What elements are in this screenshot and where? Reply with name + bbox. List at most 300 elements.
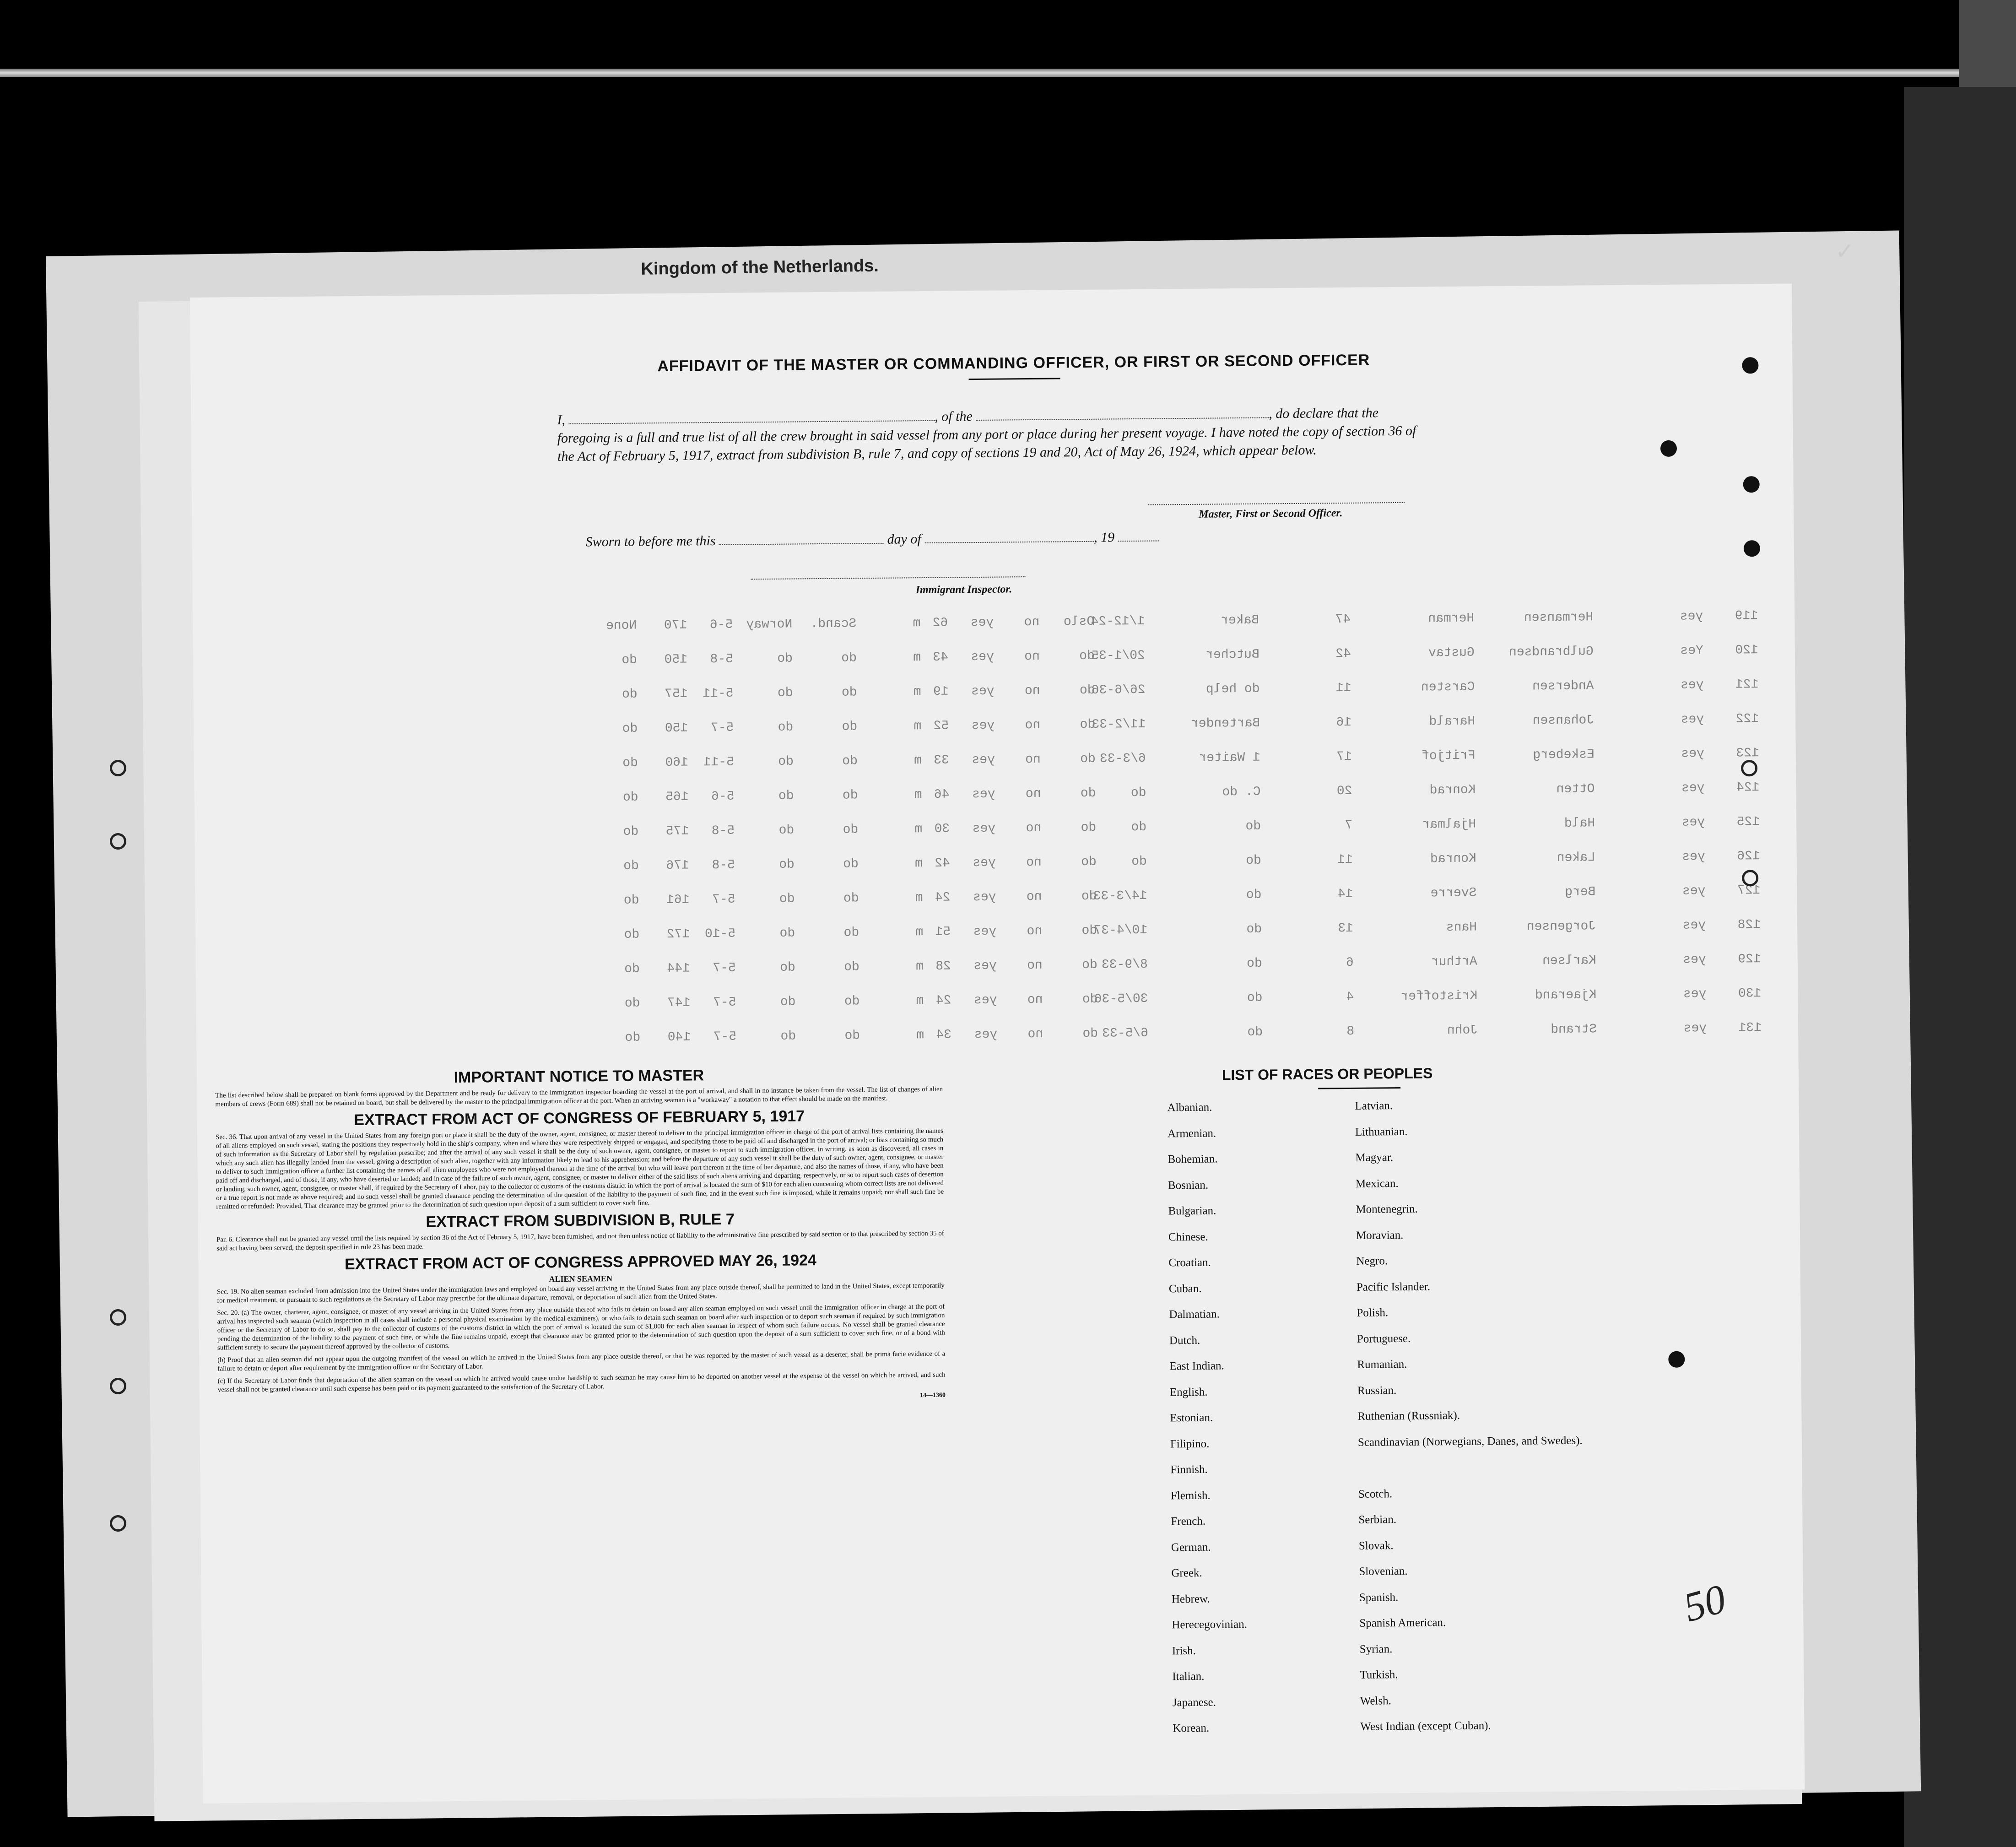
ghost-row — [194, 780, 1796, 814]
day-of-label: day of — [887, 531, 921, 547]
race-item: Finnish. — [1170, 1463, 1208, 1476]
ghost-cell: yes — [974, 1027, 998, 1042]
ghost-cell: Bartender — [1190, 716, 1260, 731]
race-item: Irish. — [1172, 1644, 1196, 1657]
ghost-cell: m — [913, 650, 921, 665]
ghost-cell: Hjalmar — [1422, 817, 1476, 832]
ghost-row — [193, 643, 1795, 677]
ghost-cell: 46 — [934, 787, 950, 802]
ghost-cell: do — [844, 994, 860, 1009]
check-mark-icon: ✓ — [1835, 238, 1854, 264]
ghost-cell: 127 — [1737, 883, 1761, 898]
ghost-cell: Laken — [1557, 850, 1595, 865]
ghost-cell: do help — [1205, 682, 1260, 697]
act-1924-title: EXTRACT FROM ACT OF CONGRESS APPROVED MAY 26, 1924 — [344, 1251, 817, 1273]
ghost-cell: do — [1246, 888, 1262, 902]
handwritten-mark: 50 — [1679, 1576, 1731, 1631]
ghost-cell: no — [1027, 992, 1043, 1007]
ghost-cell: 13 — [1338, 921, 1354, 936]
ghost-cell: do — [1247, 1025, 1263, 1040]
race-item: Chinese. — [1168, 1230, 1208, 1243]
notice-title: IMPORTANT NOTICE TO MASTER — [454, 1067, 704, 1087]
ghost-cell: no — [1027, 924, 1043, 939]
binder-hole — [110, 760, 126, 776]
race-item: Japanese. — [1172, 1696, 1216, 1709]
ghost-cell: Baker — [1221, 613, 1259, 628]
sworn-day-blank — [719, 532, 884, 545]
ghost-cell: Yes — [1680, 644, 1703, 658]
ghost-cell: do — [1130, 785, 1146, 801]
alien-seamen-subtitle: ALIEN SEAMEN — [549, 1274, 613, 1284]
binder-hole — [110, 1309, 126, 1326]
ghost-cell: 42 — [1335, 646, 1351, 661]
race-item: Spanish. — [1359, 1591, 1399, 1604]
ghost-cell: do — [844, 960, 859, 975]
ghost-cell: do — [843, 926, 859, 940]
ghost-cell: do — [624, 996, 640, 1011]
ghost-cell: Hald — [1564, 816, 1595, 831]
inspector-signature-line — [751, 576, 1025, 580]
race-item: Italian. — [1172, 1670, 1205, 1683]
ghost-cell: 129 — [1738, 952, 1761, 967]
oath-of-the: , of the — [935, 409, 973, 424]
ghost-cell: yes — [973, 924, 997, 939]
ghost-cell: do — [622, 687, 638, 702]
ghost-cell: do — [1081, 855, 1097, 870]
ghost-cell: 10/4-37 — [1093, 923, 1148, 938]
ghost-cell: Berg — [1565, 885, 1596, 899]
ghost-cell: yes — [1683, 1021, 1707, 1036]
race-item: Scotch. — [1358, 1487, 1393, 1500]
ghost-cell: do — [777, 686, 793, 700]
race-item: Flemish. — [1170, 1489, 1211, 1502]
ghost-cell: 11 — [1335, 681, 1351, 696]
ghost-cell: Johansen — [1532, 713, 1594, 728]
ghost-cell: 122 — [1735, 712, 1759, 726]
race-item: Mexican. — [1355, 1177, 1399, 1190]
ghost-cell: Hermansen — [1524, 610, 1594, 625]
ghost-cell: yes — [1680, 609, 1703, 624]
race-item: Syrian. — [1359, 1642, 1393, 1656]
race-item: Russian. — [1357, 1384, 1397, 1397]
binder-hole — [110, 833, 126, 850]
ghost-cell: yes — [1681, 815, 1705, 830]
ghost-cell: 11 — [1337, 852, 1353, 867]
ghost-cell: yes — [972, 821, 996, 836]
ghost-cell: do — [1079, 683, 1095, 698]
ghost-cell: 42 — [935, 856, 950, 871]
ghost-cell: 20/1-35 — [1091, 648, 1146, 663]
race-item: Spanish American. — [1359, 1616, 1446, 1630]
ghost-row — [196, 986, 1798, 1020]
ghost-cell: do — [1247, 991, 1263, 1005]
background-board-edge — [1904, 87, 2016, 1847]
ghost-cell: do — [1082, 1026, 1098, 1041]
ghost-cell: do — [624, 962, 640, 976]
act-1917-title: EXTRACT FROM ACT OF CONGRESS OF FEBRUARY 5, 1917 — [354, 1107, 805, 1129]
ghost-cell: 5-7 — [710, 720, 734, 736]
punch-hole — [1743, 476, 1760, 493]
back-sheet-header: Kingdom of the Netherlands. — [641, 256, 879, 279]
ghost-cell: do — [841, 685, 857, 700]
race-item: Dutch. — [1169, 1334, 1200, 1347]
ghost-cell: Herman — [1428, 611, 1475, 626]
race-item: Welsh. — [1360, 1694, 1392, 1707]
race-item: Rumanian. — [1357, 1358, 1407, 1371]
ghost-cell: 34 — [936, 1028, 952, 1042]
ghost-cell: Butcher — [1205, 647, 1260, 662]
ghost-cell: Gulbrandsen — [1508, 645, 1594, 660]
race-item: Cuban. — [1168, 1282, 1202, 1295]
race-item: Estonian. — [1170, 1411, 1213, 1425]
ghost-cell: Jorgensen — [1526, 919, 1596, 934]
punch-hole — [1660, 440, 1677, 457]
ghost-cell: Eskeberg — [1533, 747, 1594, 763]
ghost-cell: 5-7 — [712, 892, 735, 907]
ghost-cell: 20 — [1336, 784, 1352, 799]
ghost-cell: Kjaerand — [1535, 988, 1597, 1003]
race-item: Negro. — [1356, 1255, 1388, 1267]
ghost-cell: 165 — [665, 790, 689, 804]
race-item: Portuguese. — [1357, 1332, 1411, 1345]
race-item: Filipino. — [1170, 1437, 1210, 1450]
ghost-cell: yes — [1683, 953, 1706, 967]
ghost-cell: 5-6 — [711, 789, 735, 804]
ghost-cell: Sverre — [1430, 886, 1477, 901]
ghost-cell: 157 — [665, 687, 688, 701]
ghost-cell: 5-8 — [712, 858, 735, 873]
ghost-cell: yes — [1682, 918, 1706, 933]
ghost-row — [195, 917, 1797, 952]
ghost-cell: do — [842, 720, 858, 734]
ghost-cell: do — [843, 823, 859, 837]
ghost-cell: do — [1247, 956, 1262, 971]
ghost-cell: do — [1081, 889, 1097, 904]
ghost-cell: yes — [1682, 850, 1705, 864]
ghost-cell: 19 — [933, 684, 949, 699]
ghost-cell: do — [780, 995, 796, 1009]
oath-i-label: I, — [557, 412, 566, 428]
ghost-cell: yes — [1682, 884, 1706, 899]
ghost-cell: no — [1026, 821, 1042, 836]
race-item: Slovenian. — [1359, 1565, 1408, 1578]
ghost-cell: m — [915, 925, 924, 940]
race-item: East Indian. — [1169, 1360, 1224, 1373]
ghost-cell: 120 — [1735, 643, 1758, 658]
ghost-cell: 8/9-33 — [1101, 957, 1148, 972]
ghost-cell: m — [913, 616, 921, 631]
race-item: West Indian (except Cuban). — [1360, 1719, 1491, 1733]
ghost-cell: do — [1081, 923, 1097, 938]
ghost-cell: yes — [1681, 781, 1705, 796]
ghost-cell: do — [1131, 854, 1147, 869]
ghost-cell: do — [780, 1029, 796, 1044]
sec20b-body: (b) Proof that an alien seaman did not appear upon the outgoing manifest of the vessel on which he arrived in the United States from any place outside thereof, or that he was reported by the master of such vessel as a deserter, shall be prima facie evidence of a failure to detain or deport after requirement by the immigration officer or the Secretary of Labor. — [217, 1350, 946, 1373]
race-item: Polish. — [1357, 1306, 1389, 1319]
ghost-cell: None — [605, 618, 637, 634]
ghost-cell: 1/12-24 — [1091, 614, 1145, 629]
ghost-cell: do — [625, 1030, 641, 1045]
ghost-cell: do — [1082, 958, 1097, 973]
ghost-cell: 5-10 — [704, 926, 736, 942]
ghost-cell: yes — [973, 856, 996, 871]
ghost-cell: 28 — [935, 959, 951, 974]
ghost-cell: do — [623, 824, 639, 839]
ghost-cell: 5-6 — [709, 617, 733, 633]
ghost-cell: do — [622, 790, 638, 805]
ghost-cell: do — [779, 892, 795, 906]
ghost-cell: yes — [971, 650, 994, 665]
ghost-cell: do — [1082, 992, 1098, 1007]
ghost-cell: do — [1245, 819, 1261, 834]
ghost-cell: yes — [973, 959, 997, 974]
races-column-left — [1167, 1101, 1248, 1748]
ghost-cell: do — [622, 653, 638, 667]
ghost-cell: m — [914, 856, 923, 871]
act-1917-body: Sec. 36. That upon arrival of any vessel in the United States from any foreign port or place it shall be the duty of the owner, agent, consignee, or master thereof to deliver to the principal immigration officer in charge of the port of arrival lists containing the names of all aliens employed on such vessel, stating the positions they respectively hold in the ship's company, when and where they were respectively shipped or engaged, and specifying those to be paid off and discharged in the port of arrival; or lists containing so much of such information as the Secretary of Labor shall by regulation prescribe; and after the arrival of any such vessel it shall be the duty of such owner, agent, consignee, or master to report to such immigration officer, in writing, as soon as discovered, all cases in which any such alien has illegally landed from the vessel, giving a description of such alien, together with any information likely to lead to his apprehension; and before the departure of any such vessel it shall be the duty of such owner, agent, consignee, or master to deliver to such immigration officer a further list containing the names of all alien employees who were not employed thereon at the time of the arrival but who will leave port thereon at the time of her departure, and also the names of those, if any, who have been paid off and discharged, and of those, if any, who have deserted or landed; and in case of the failure of such owner, agent, consignee, or master to deliver either of the said lists of such aliens arriving and departing, respectively, or so to report such cases of desertion or landing, such owner, agent, consignee, or master shall, if required by the Secretary of Labor, pay to the collector of customs of the customs district in which the port of arrival is located the sum of $10 for each alien concerning whom correct lists are not delivered or a true report is not made as above required; and no such vessel shall be granted clearance pending the determination of the question of the liability to the payment of such fine, and in the event such fine is imposed, while it remains unpaid; nor shall such fine be remitted or refunded: Provided, That clearance may be granted prior to the determination of such question upon deposit of a sum sufficient to cover such fine. — [215, 1127, 944, 1211]
ghost-cell: Karlsen — [1542, 953, 1596, 969]
ghost-cell: 5-7 — [713, 995, 736, 1010]
ghost-cell: m — [916, 1028, 924, 1043]
race-item: Armenian. — [1167, 1127, 1216, 1140]
ghost-cell: 140 — [667, 1030, 691, 1045]
ghost-cell: 125 — [1736, 815, 1760, 829]
ghost-cell: do — [622, 756, 638, 770]
ghost-cell: 172 — [666, 927, 690, 942]
ghost-cell: do — [843, 857, 859, 872]
ghost-cell: Otten — [1556, 782, 1595, 796]
ghost-cell: 62 — [932, 616, 948, 630]
ghost-cell: do — [778, 720, 794, 735]
ghost-cell: Norway — [746, 617, 793, 632]
ghost-cell: yes — [1680, 678, 1704, 693]
ghost-cell: C. do — [1222, 785, 1261, 800]
ghost-cell: 6/5-33 — [1102, 1026, 1149, 1041]
race-item: Slovak. — [1358, 1539, 1394, 1552]
ghost-cell: no — [1027, 1027, 1043, 1042]
ghost-cell: Arthur — [1431, 954, 1477, 970]
ghost-cell: 6/3-33 — [1099, 751, 1146, 766]
ghost-cell: Hans — [1446, 920, 1477, 935]
ghost-cell: no — [1024, 615, 1040, 630]
race-item — [1358, 1460, 1583, 1488]
race-item: Latvian. — [1355, 1100, 1393, 1112]
year-prefix: , 19 — [1094, 530, 1115, 545]
ghost-cell: 175 — [665, 824, 689, 839]
races-underline — [1318, 1087, 1400, 1089]
binder-hole — [110, 1378, 126, 1394]
ghost-cell: m — [913, 685, 921, 699]
race-item: Lithuanian. — [1355, 1125, 1408, 1138]
affidavit-page — [190, 283, 1805, 1803]
ghost-cell: do — [622, 721, 638, 736]
ghost-cell: do — [778, 754, 794, 769]
race-item: French. — [1171, 1515, 1206, 1528]
ghost-cell: yes — [1681, 712, 1704, 727]
punch-hole-ring — [1741, 760, 1757, 776]
ghost-cell: Konrad — [1429, 783, 1476, 798]
race-item: Greek. — [1171, 1566, 1202, 1580]
punch-hole — [1668, 1351, 1685, 1368]
race-item: Albanian. — [1167, 1101, 1212, 1114]
ghost-cell: 30/5-36 — [1094, 991, 1148, 1007]
ghost-cell: 6 — [1346, 955, 1354, 970]
ghost-cell: do — [778, 789, 794, 803]
ghost-cell: do — [1080, 786, 1096, 801]
ghost-cell: 150 — [664, 652, 688, 667]
race-item: English. — [1169, 1386, 1208, 1398]
ghost-cell: 126 — [1737, 849, 1760, 864]
race-item: Bulgarian. — [1168, 1204, 1216, 1218]
notice-body: The list described below shall be prepared on blank forms approved by the Department and be ready for delivery to the immigration inspector boarding the vessel at the port of arrival, and shall in no instance be taken from the vessel. The list of changes of alien members of crews (Form 689) shall not be retained on board, but shall be delivered by the master to the principal immigration officer at the port. When an arriving seaman is a "workaway" a notation to that effect should be made on the manifest. — [215, 1085, 943, 1108]
ghost-row — [195, 883, 1797, 917]
ghost-cell: 7 — [1345, 818, 1353, 833]
ghost-cell: yes — [972, 753, 995, 768]
name-blank — [568, 409, 935, 424]
races-title: LIST OF RACES OR PEOPLES — [1221, 1065, 1433, 1083]
ghost-cell: do — [1246, 922, 1262, 937]
ghost-cell: 51 — [935, 925, 951, 939]
rule7-body: Par. 6. Clearance shall not be granted any vessel until the lists required by section 36 of the Act of February 5, 1917, have been furnished, and not then unless notice of liability to the administrative fine prescribed by said section or to that prescribed by section 35 of said act having been served, the deposit specified in rule 23 has been made. — [216, 1230, 944, 1252]
ghost-cell: Oslo — [1063, 614, 1095, 629]
ghost-cell: do — [1131, 820, 1147, 835]
oath-do-declare: , do declare — [1269, 406, 1334, 422]
ghost-cell: do — [1080, 752, 1096, 767]
ghost-cell: 161 — [666, 893, 690, 907]
ghost-cell: do — [780, 960, 795, 975]
form-number: 14—1360 — [919, 1392, 946, 1399]
ghost-cell: 14 — [1337, 887, 1353, 902]
ghost-cell: do — [779, 857, 795, 872]
race-item: Moravian. — [1356, 1229, 1404, 1242]
ghost-cell: no — [1025, 752, 1041, 767]
ghost-cell: 8 — [1346, 1024, 1355, 1039]
ghost-cell: no — [1024, 683, 1040, 699]
ghost-cell: Andersen — [1532, 679, 1594, 694]
ghost-cell: 5-11 — [703, 755, 735, 770]
ghost-cell: m — [915, 891, 923, 905]
ghost-cell: m — [914, 822, 923, 837]
ghost-cell: 147 — [667, 996, 691, 1010]
ghost-cell: 144 — [667, 961, 690, 976]
sworn-month-blank — [924, 530, 1094, 543]
punch-hole — [1744, 540, 1760, 557]
race-item: Bosnian. — [1167, 1179, 1209, 1192]
ghost-cell: yes — [972, 787, 995, 802]
sworn-line — [586, 530, 1159, 550]
ghost-row — [194, 746, 1796, 780]
vessel-blank — [976, 406, 1269, 421]
race-item: Hebrew. — [1171, 1592, 1210, 1605]
ghost-cell: do — [842, 754, 858, 769]
ghost-cell: 5-8 — [711, 823, 735, 839]
race-item: Serbian. — [1358, 1513, 1397, 1526]
ghost-cell: 128 — [1737, 918, 1761, 932]
ghost-cell: yes — [1683, 987, 1707, 1002]
ghost-cell: 119 — [1735, 609, 1758, 623]
ghost-cell: yes — [973, 993, 997, 1008]
ghost-cell: no — [1024, 649, 1040, 664]
affidavit-title: AFFIDAVIT OF THE MASTER OR COMMANDING OFFICER, OR FIRST OR SECOND OFFICER — [657, 351, 1370, 375]
ghost-cell: m — [913, 719, 922, 734]
ghost-cell: do — [778, 823, 795, 838]
ghost-cell: yes — [970, 615, 994, 630]
race-item: Dalmatian. — [1169, 1308, 1220, 1321]
ghost-cell: do — [623, 859, 639, 873]
oath-paragraph — [557, 403, 1427, 466]
ghost-row — [196, 1020, 1798, 1055]
race-item: Bohemian. — [1167, 1153, 1218, 1166]
sec20a-body: Sec. 20. (a) The owner, charterer, agent, consignee, or master of any vessel arriving in the United States from any place outside thereof who fails to detain on board any alien seaman employed on such vessel until the immigration officer in charge at the port of arrival has inspected such seaman (which inspection in all cases shall include a personal physical examination by the medical examiners), or who fails to detain such seaman on board after such inspection or to deport such seaman if required by such immigration officer or the Secretary of Labor to do so, shall pay to the collector of customs of the customs district in which the port of arrival is located the sum of $1,000 for each alien seaman in respect of whom such failure occurs. No vessel shall be granted clearance pending the determination of the liability to the payment of such fine, or while the fine remains unpaid, except that clearance may be granted prior to the determination of such question upon the deposit of a sum sufficient to cover such fine, or of a bond with sufficient surety to secure the payment thereof approved by the collector of customs. — [217, 1303, 945, 1352]
ghost-row — [195, 849, 1797, 883]
race-item: Turkish. — [1360, 1668, 1398, 1681]
sec19-body: Sec. 19. No alien seaman excluded from admission into the United States under the immigration laws and employed on board any vessel arriving in the United States from any place outside thereof, shall be permitted to land in the United States, except temporarily for medical treatment, or pursuant to such regulations as the Secretary of Labor may prescribe for the ultimate departure, removal, or deportation of such alien from the United States. — [216, 1282, 945, 1305]
ghost-cell: 131 — [1738, 1021, 1762, 1035]
ghost-cell: do — [1079, 649, 1095, 664]
race-item: Scandinavian (Norwegians, Danes, and Swedes). — [1357, 1434, 1583, 1449]
sworn-label: Sworn to before me this — [585, 533, 716, 550]
ghost-cell: 124 — [1736, 780, 1760, 795]
ghost-row — [194, 711, 1795, 746]
ghost-cell: do — [842, 788, 858, 803]
ghost-cell: do — [841, 651, 857, 666]
ghost-cell: 24 — [935, 890, 951, 905]
ghost-row — [193, 608, 1794, 643]
ghost-cell: 121 — [1735, 677, 1759, 692]
oath-body: that the foregoing is a full and true list of all the crew brought in said vessel from any port or place during her present voyage. I have noted the copy of section 36 of the Act of February 5, 1917, extract from subdivision B, rule 7, and copy of sections 19 and 20, Act of May 26, 1924, which appear below. — [557, 405, 1416, 465]
race-item: Magyar. — [1355, 1151, 1394, 1164]
ghost-row — [195, 814, 1796, 849]
ghost-cell: 43 — [933, 650, 949, 665]
master-signature-line — [1148, 502, 1405, 505]
ghost-cell: 4 — [1346, 990, 1354, 1005]
ghost-cell: 123 — [1736, 746, 1759, 761]
ghost-cell: do — [779, 926, 795, 941]
ghost-cell: m — [916, 994, 924, 1008]
race-item: Pacific Islander. — [1356, 1280, 1431, 1294]
ghost-cell: 11/2-33 — [1092, 717, 1146, 732]
ghost-cell: 5-11 — [703, 686, 734, 701]
ghost-cell: 33 — [934, 753, 950, 768]
notice-section — [215, 1065, 946, 1406]
ghost-cell: Gustav — [1428, 645, 1475, 661]
race-item: Ruthenian (Russniak). — [1357, 1409, 1460, 1423]
ghost-cell: no — [1025, 718, 1041, 733]
ghost-cell: 160 — [665, 755, 689, 770]
race-item: Montenegrin. — [1356, 1202, 1418, 1216]
rule7-title: EXTRACT FROM SUBDIVISION B, RULE 7 — [426, 1210, 735, 1231]
ghost-cell: 5-8 — [710, 652, 734, 667]
ghost-cell: 5-7 — [713, 961, 736, 976]
ghost-row — [194, 677, 1795, 711]
ghost-cell: John — [1447, 1023, 1478, 1038]
ghost-cell: do — [843, 891, 859, 906]
ghost-cell: yes — [971, 718, 995, 733]
ghost-cell: Harald — [1429, 714, 1476, 729]
ghost-cell: 26/6-36 — [1091, 682, 1146, 698]
ghost-cell: do — [844, 1029, 860, 1043]
ghost-cell: Kristoffer — [1400, 989, 1478, 1004]
race-item: Herecegovinian. — [1172, 1618, 1248, 1631]
ghost-cell: yes — [973, 890, 996, 905]
ghost-cell: 52 — [933, 719, 949, 733]
ghost-cell: do — [624, 927, 640, 942]
ghost-row — [196, 952, 1798, 986]
master-signature-label: Master, First or Second Officer. — [1199, 507, 1343, 520]
ghost-cell: do — [623, 893, 639, 908]
sworn-year-blank — [1118, 530, 1159, 542]
ghost-cell: yes — [1681, 747, 1704, 761]
